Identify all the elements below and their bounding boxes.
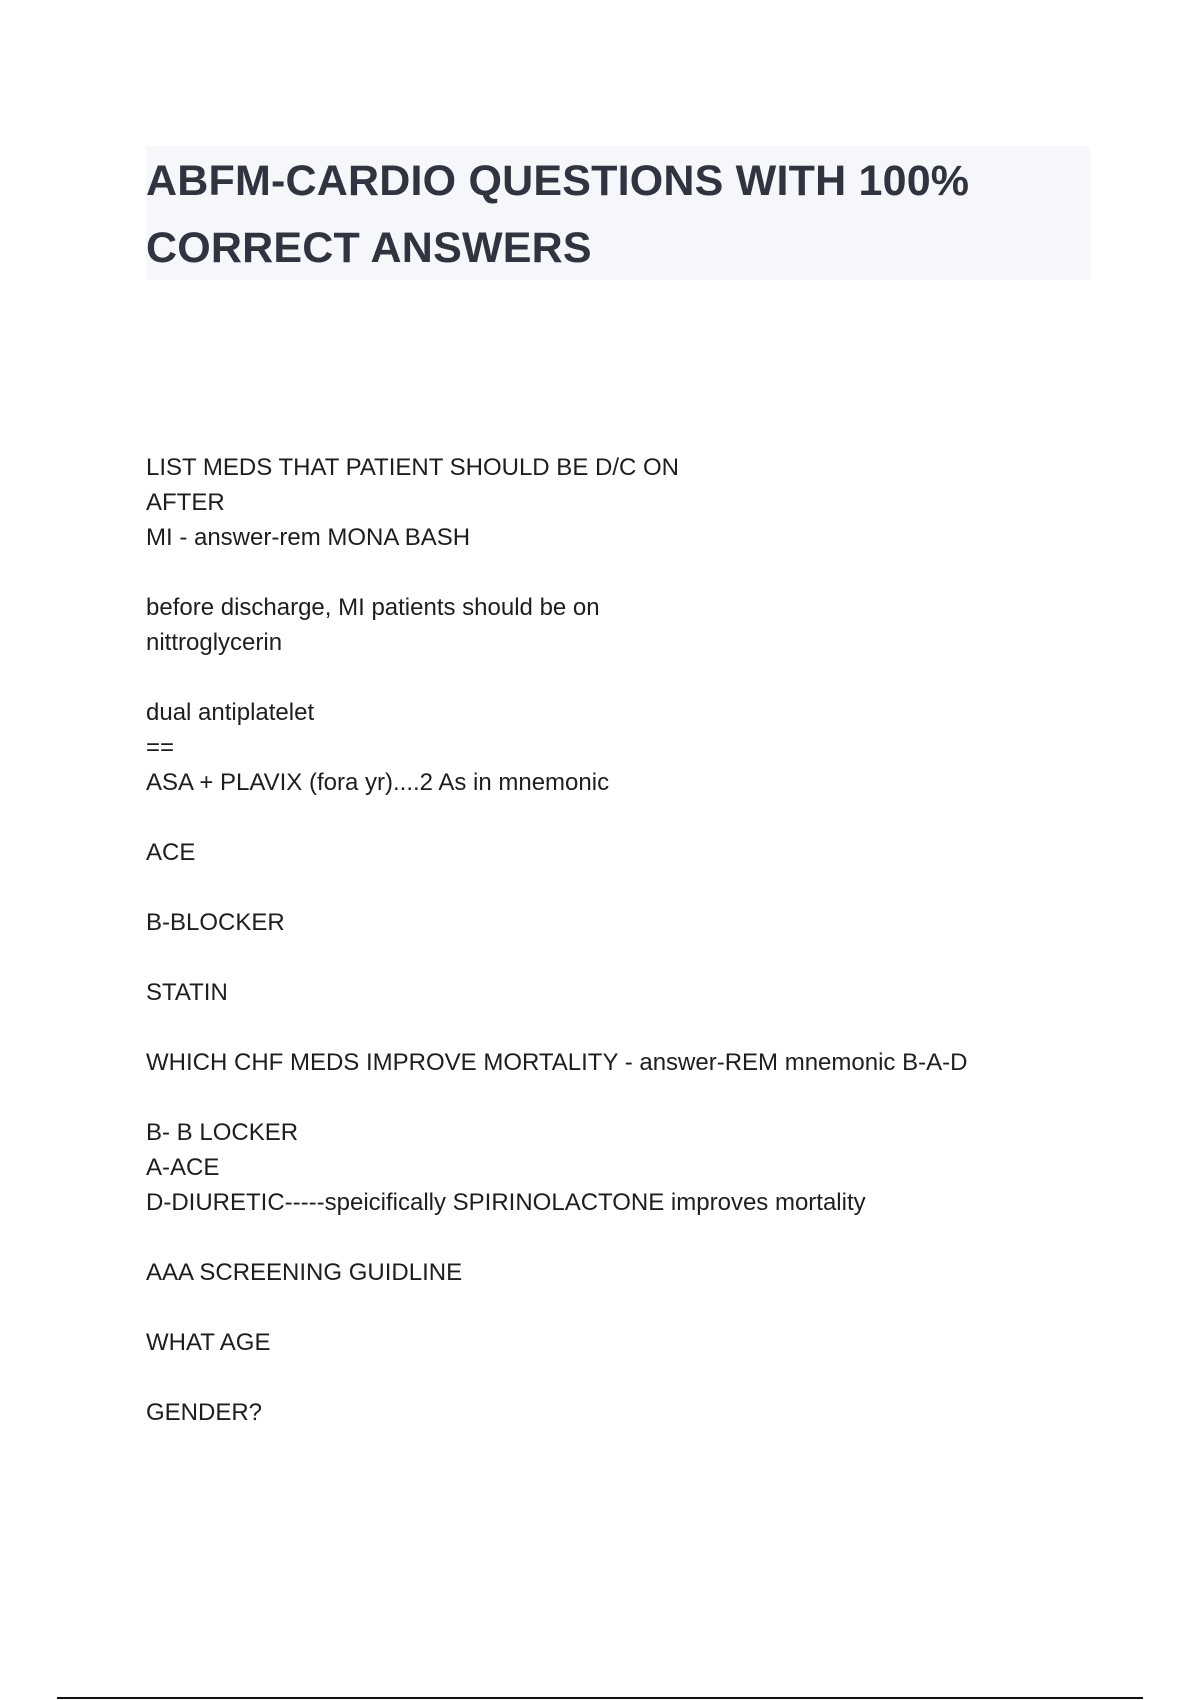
document-title-line-2: CORRECT ANSWERS — [146, 224, 592, 272]
blank-line — [146, 800, 1106, 835]
question-aaa-age: WHAT AGE — [146, 1329, 271, 1356]
answer-antiplatelet-line-1: dual antiplatelet — [146, 699, 315, 726]
question-chf-mortality: WHICH CHF MEDS IMPROVE MORTALITY - answer-REM mnemonic B-A-D — [146, 1049, 968, 1076]
blank-line — [146, 1360, 1106, 1395]
blank-line — [146, 1010, 1106, 1045]
answer-chf-b: B- B LOCKER — [146, 1119, 299, 1146]
answer-discharge-line-1: before discharge, MI patients should be on — [146, 594, 600, 621]
document-title-line-1: ABFM-CARDIO QUESTIONS WITH 100% — [146, 157, 970, 205]
answer-discharge-line-2: nittroglycerin — [146, 629, 283, 656]
document-title-block — [146, 146, 1090, 280]
answer-antiplatelet-line-2: == — [146, 734, 175, 761]
question-mi-meds-line-1: LIST MEDS THAT PATIENT SHOULD BE D/C ON — [146, 454, 679, 481]
blank-line — [146, 1290, 1106, 1325]
blank-line — [146, 1220, 1106, 1255]
answer-ace: ACE — [146, 839, 196, 866]
question-mi-meds-line-2: AFTER — [146, 489, 225, 516]
answer-b-blocker: B-BLOCKER — [146, 909, 285, 936]
blank-line — [146, 555, 1106, 590]
blank-line — [146, 1080, 1106, 1115]
answer-chf-a: A-ACE — [146, 1154, 220, 1181]
answer-statin: STATIN — [146, 979, 228, 1006]
blank-line — [146, 870, 1106, 905]
question-aaa-screening: AAA SCREENING GUIDLINE — [146, 1259, 463, 1286]
answer-antiplatelet-line-3: ASA + PLAVIX (fora yr)....2 As in mnemonic — [146, 769, 610, 796]
question-mi-meds-line-3: MI - answer-rem MONA BASH — [146, 524, 471, 551]
document-body — [146, 450, 1106, 1430]
blank-line — [146, 940, 1106, 975]
question-aaa-gender: GENDER? — [146, 1399, 263, 1426]
answer-chf-d: D-DIURETIC-----speicifically SPIRINOLACTONE improves mortality — [146, 1189, 866, 1216]
footer-divider — [57, 1697, 1143, 1699]
blank-line — [146, 660, 1106, 695]
